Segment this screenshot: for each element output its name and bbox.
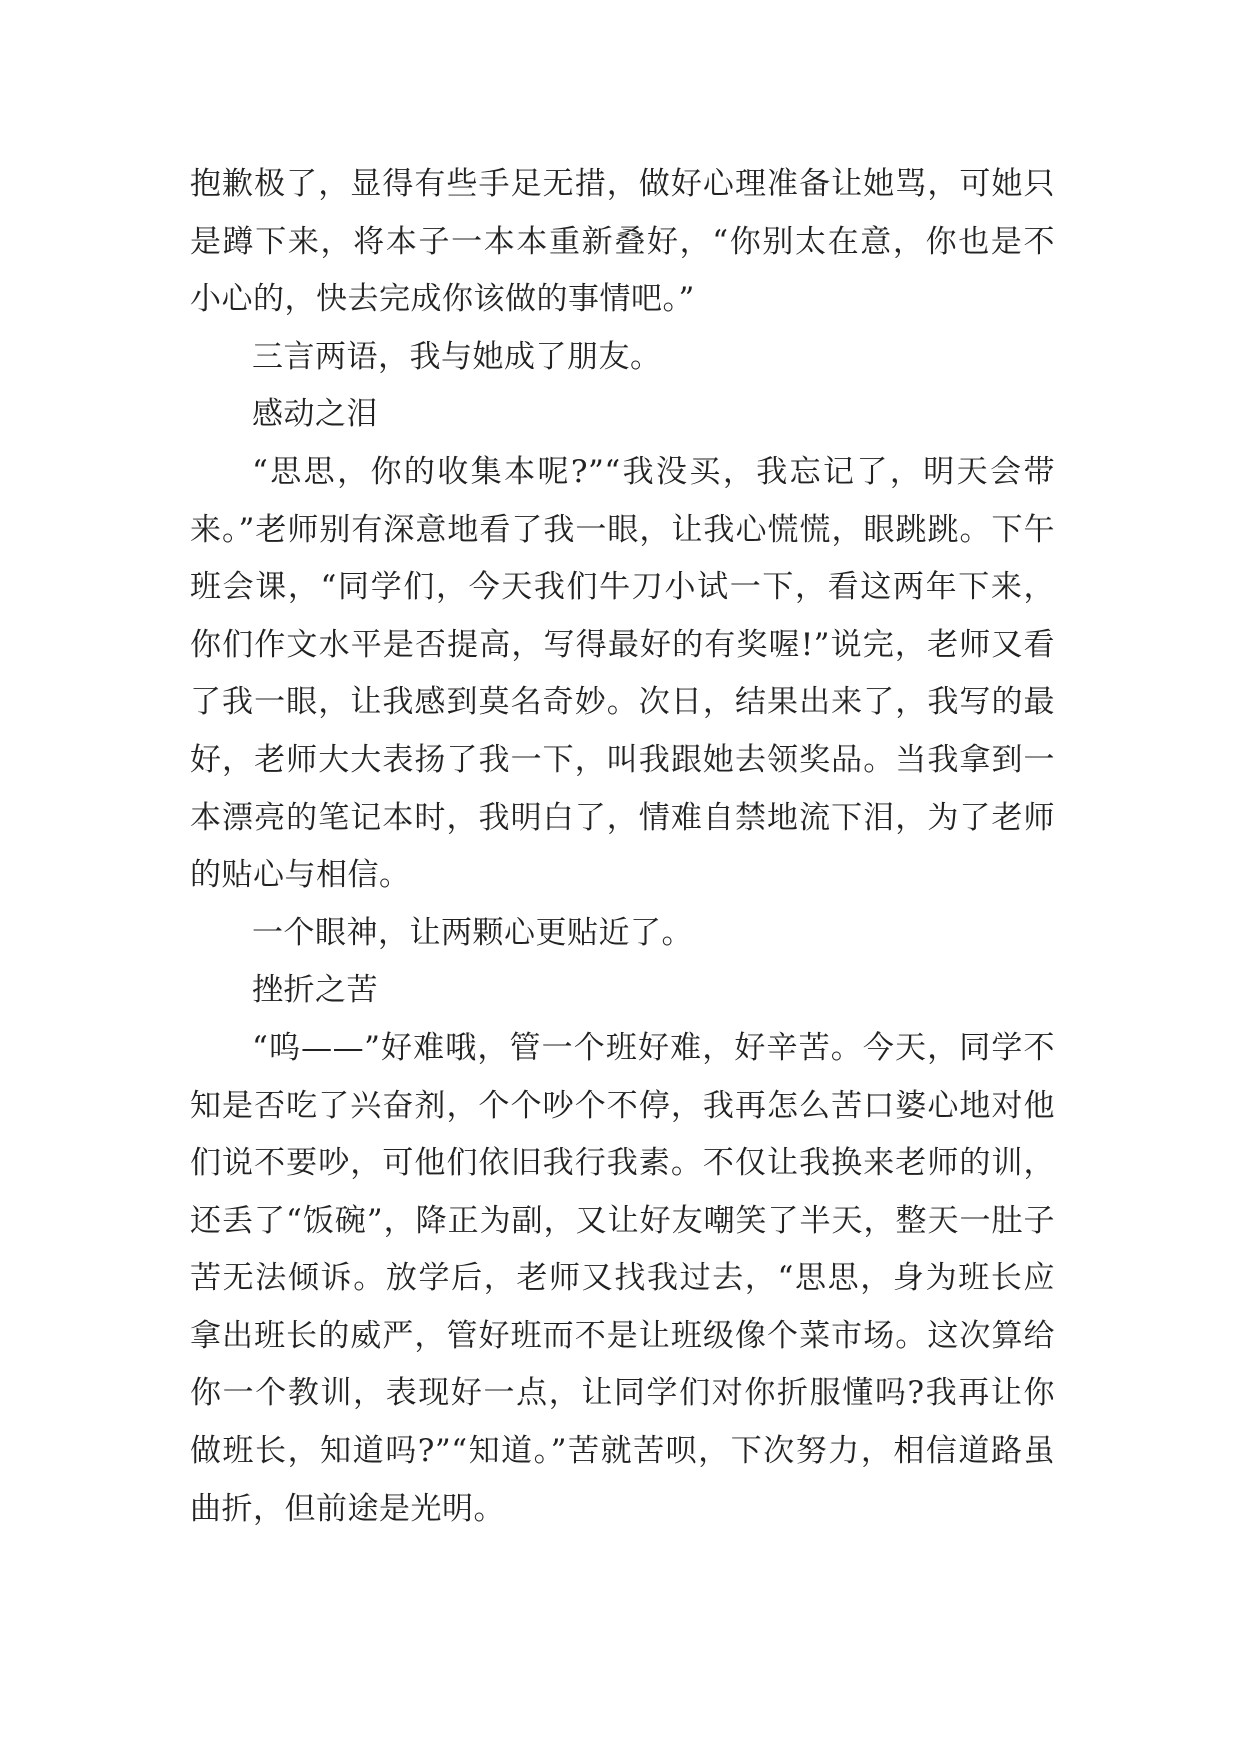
section-heading-tears: 感动之泪 bbox=[252, 396, 378, 433]
paragraph-closer-hearts: 一个眼神，让两颗心更贴近了。 bbox=[252, 914, 693, 951]
paragraph-friendship: 三言两语，我与她成了朋友。 bbox=[252, 338, 662, 375]
essay-body bbox=[190, 156, 1055, 1538]
paragraph-apology: 抱歉极了，显得有些手足无措，做好心理准备让她骂，可她只是蹲下来，将本子一本本重新叠好，“你别太在意，你也是不小心的，快去完成你该做的事情吧。” bbox=[190, 166, 1055, 318]
paragraph-class-monitor: “呜——”好难哦，管一个班好难，好辛苦。今天，同学不知是否吃了兴奋剂，个个吵个不停，我再怎么苦口婆心地对他们说不要吵，可他们依旧我行我素。不仅让我换来老师的训，还丢了“饭碗”，降正为副，又让好友嘲笑了半天，整天一肚子苦无法倾诉。放学后，老师又找我过去，“思思，身为班长应拿出班长的威严，管好班而不是让班级像个菜市场。这次算给你一个教训，表现好一点，让同学们对你折服懂吗?我再让你做班长，知道吗?”“知道。”苦就苦呗，下次努力，相信道路虽曲折，但前途是光明。 bbox=[190, 1029, 1055, 1527]
paragraph-notebook-story: “思思，你的收集本呢?”“我没买，我忘记了，明天会带来。”老师别有深意地看了我一眼，让我心慌慌，眼跳跳。下午班会课，“同学们，今天我们牛刀小试一下，看这两年下来，你们作文水平是否提高，写得最好的有奖喔!”说完，老师又看了我一眼，让我感到莫名奇妙。次日，结果出来了，我写的最好，老师大大表扬了我一下，叫我跟她去领奖品。当我拿到一本漂亮的笔记本时，我明白了，情难自禁地流下泪，为了老师的贴心与相信。 bbox=[190, 453, 1055, 894]
section-heading-setback: 挫折之苦 bbox=[252, 972, 378, 1009]
